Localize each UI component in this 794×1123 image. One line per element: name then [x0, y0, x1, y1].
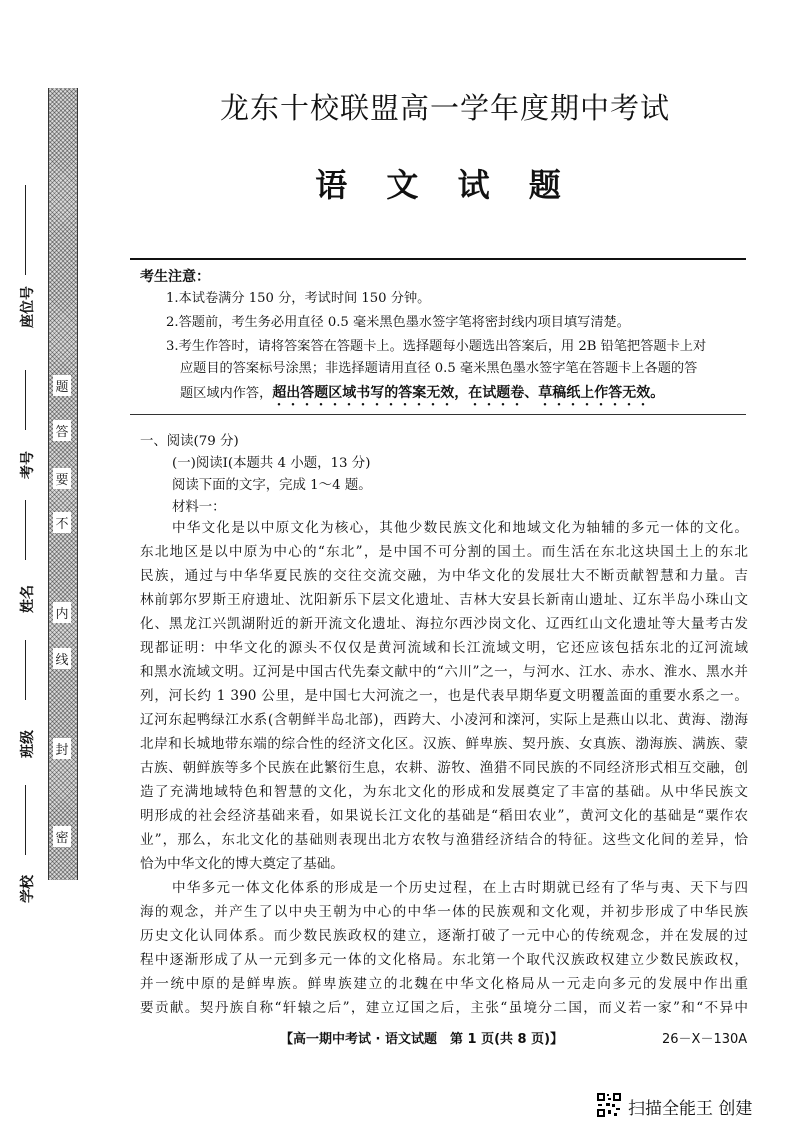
seat-label: 座位号	[20, 286, 36, 328]
exam-no-label: 考号	[20, 451, 36, 479]
notice-top-rule	[130, 258, 746, 260]
class-label: 班级	[20, 730, 36, 758]
passage-line: 现都证明：中华文化的源头不仅仅是黄河流域和长江流域文明，它还应该包括东北的辽河流域	[140, 640, 748, 656]
material-label: 材料一：	[172, 500, 226, 515]
passage-line: 业”，那么，东北文化的基础则表现出北方农牧与渔猎经济结合的特征。这些文化间的差异，恰	[140, 832, 748, 848]
notice-item: 2.答题前，考生务必用直径 0.5 毫米黑色墨水签字笔将密封线内项目填写清楚。	[166, 315, 630, 330]
passage-line: 造了充满地域特色和智慧的文化，为东北文化的形成和发展奠定了丰富的基础。从中华民族文	[140, 784, 748, 800]
passage-line: 辽河东起鸭绿江水系(含朝鲜半岛北部)，西跨大、小凌河和滦河，实际上是燕山以北、黄海、渤海	[140, 712, 748, 728]
paper-code: 26－X－130A	[662, 1032, 748, 1047]
passage-line: 化、黑龙江兴凯湖附近的新开流文化遗址、海拉尔西沙岗文化、辽西红山文化遗址等大量考古发	[140, 616, 748, 632]
notice-heading: 考生注意：	[140, 269, 210, 285]
notice-item: 3.考生作答时，请将答案答在答题卡上。选择题每小题选出答案后，用 2B 铅笔把答题卡上对	[166, 339, 707, 354]
passage-line: 北岸和长城地带东端的综合性的经济文化区。汉族、鲜卑族、契丹族、女真族、渤海族、满族、蒙	[140, 736, 748, 752]
passage-line: 要贡献。契丹族自称“轩辕之后”，建立辽国之后，主张“虽境分二国，而义若一家”和“不异中	[140, 1000, 748, 1016]
section-heading: 一、阅读(79 分)	[140, 434, 239, 449]
seal-char: 要	[48, 468, 76, 489]
instruction: 阅读下面的文字，完成 1～4 题。	[172, 478, 372, 493]
notice-warning: 超出答题区域书写的答案无效，在试题卷、草稿纸上作答无效。	[272, 385, 665, 401]
school-blank-line[interactable]	[25, 785, 26, 855]
seal-char: 线	[48, 648, 76, 669]
sub-heading: (一)阅读Ⅰ(本题共 4 小题，13 分)	[172, 456, 371, 471]
passage-line: 历史文化认同体系。而少数民族政权的建立，逐渐打破了一元中心的传统观念，并在发展的过	[140, 928, 748, 944]
seal-char: 不	[48, 512, 76, 533]
passage-line: 中华文化是以中原文化为核心，其他少数民族文化和地域文化为轴辅的多元一体的文化。	[172, 520, 748, 536]
passage-line: 列，河长约 1 390 公里，是中国七大河流之一，也是代表早期华夏文明覆盖面的重要水系之一。	[140, 688, 748, 704]
passage-line: 中华多元一体文化体系的形成是一个历史过程，在上古时期就已经有了华与夷、天下与四	[172, 880, 748, 896]
notice-item: 1.本试卷满分 150 分，考试时间 150 分钟。	[166, 291, 431, 306]
notice-item-final	[180, 382, 664, 409]
passage-line: 民族，通过与中华华夏民族的交往交流交融，为中华文化的发展壮大不断贡献智慧和力量。吉	[140, 568, 748, 584]
page-footer: 【高一期中考试 · 语文试题 第 1 页(共 8 页)】	[280, 1032, 564, 1047]
seal-char: 答	[48, 420, 76, 441]
seal-char: 密	[48, 826, 76, 847]
school-label: 学校	[20, 875, 36, 903]
seal-char: 封	[48, 738, 76, 759]
passage-line: 海的观念，并产生了以中央王朝为中心的中华一体的民族观和文化观，并初步形成了中华民族	[140, 904, 748, 920]
scanner-watermark: 扫描全能王 创建	[628, 1099, 753, 1119]
passage-line: 东北地区是以中原为中心的“东北”，是中国不可分割的国土。而生活在东北这块国土上的东北	[140, 544, 748, 560]
seal-char: 内	[48, 602, 76, 623]
class-blank-line[interactable]	[25, 640, 26, 700]
name-blank-line[interactable]	[25, 500, 26, 560]
passage-line: 林前郭尔罗斯王府遗址、沈阳新乐下层文化遗址、吉林大安县长新南山遗址、辽东半岛小珠山文	[140, 592, 748, 608]
notice-bottom-rule	[130, 414, 746, 415]
seal-char: 题	[48, 375, 76, 396]
exam-title: 龙东十校联盟高一学年度期中考试	[219, 91, 670, 125]
passage-line: 明形成的社会经济基础来看，如果说长江文化的基础是“稻田农业”，黄河文化的基础是“粟作农	[140, 808, 748, 824]
exam-no-blank-line[interactable]	[25, 370, 26, 430]
name-label: 姓名	[20, 585, 36, 613]
passage-line: 和黑水流域文明。辽河是中国古代先秦文献中的“六川”之一，与河水、江水、赤水、淮水、黑水并	[140, 664, 748, 680]
notice-item: 应题目的答案标号涂黑；非选择题请用直径 0.5 毫米黑色墨水签字笔在答题卡上各题的答	[180, 361, 698, 376]
seat-blank-line[interactable]	[25, 185, 26, 275]
passage-line: 古族、朝鲜族等多个民族在此繁衍生息，农耕、游牧、渔猎不同民族的不同经济形式相互交融，创	[140, 760, 748, 776]
notice-item-plain: 题区域内作答，	[180, 386, 273, 401]
passage-line: 恰为中华文化的博大奠定了基础。	[140, 856, 344, 872]
passage-line: 并一统中原的是鲜卑族。鲜卑族建立的北魏在中华文化格局从一元走向多元的发展中作出重	[140, 976, 748, 992]
qr-code-icon	[596, 1092, 622, 1118]
subject-title: 语 文 试 题	[315, 166, 575, 204]
passage-line: 程中逐渐形成了从一元到多元一体的文化格局。东北第一个取代汉族政权建立少数民族政权，	[140, 952, 748, 968]
